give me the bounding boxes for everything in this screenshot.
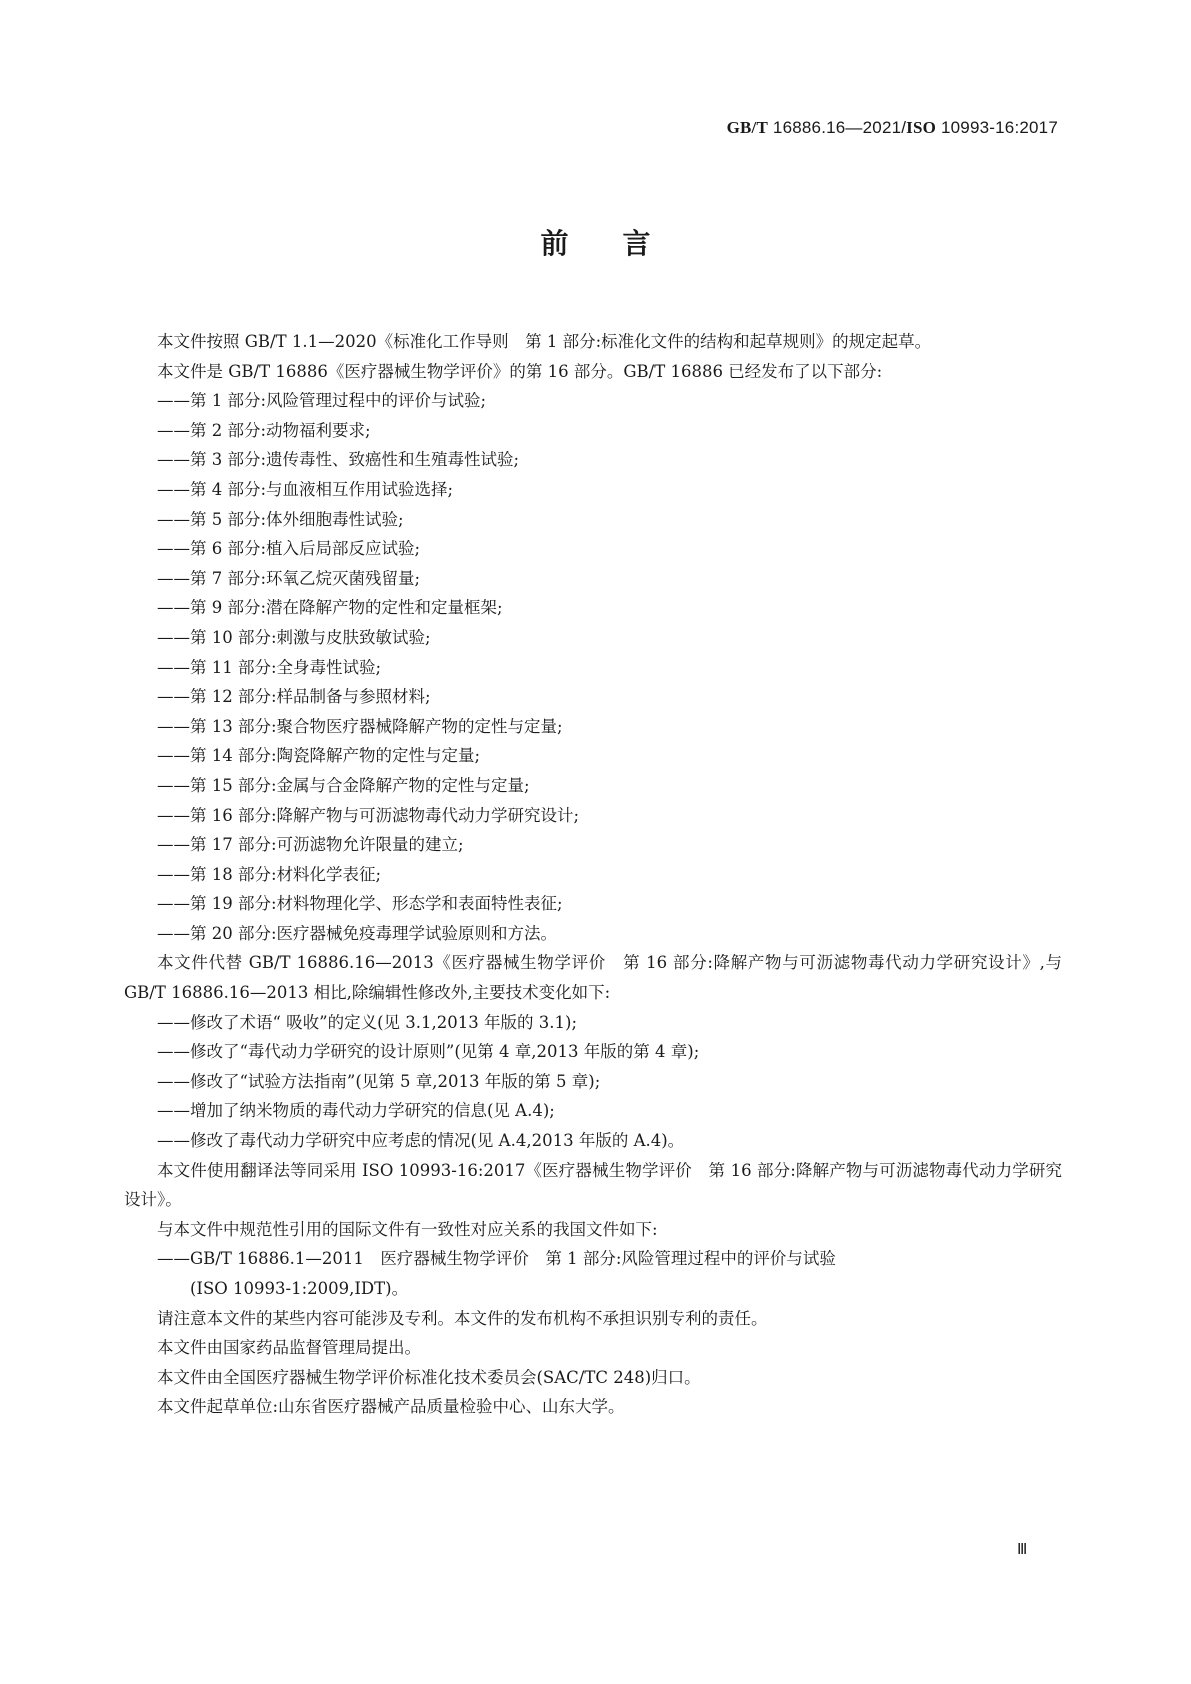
list-item: ——增加了纳米物质的毒代动力学研究的信息(见 A.4);: [157, 1101, 555, 1121]
paragraph-patent-notice: 请注意本文件的某些内容可能涉及专利。本文件的发布机构不承担识别专利的责任。: [157, 1308, 768, 1328]
list-item: ——修改了术语“ 吸收”的定义(见 3.1,2013 年版的 3.1);: [157, 1012, 578, 1032]
list-item: ——第 3 部分:遗传毒性、致癌性和生殖毒性试验;: [157, 450, 520, 470]
std-prefix: GB/T: [726, 118, 768, 137]
reference-line-1: ——GB/T 16886.1—2011 医疗器械生物学评价 第 1 部分:风险管理过程中的评价与试验: [157, 1249, 836, 1269]
std-number: 16886.16—2021/: [768, 118, 907, 137]
list-item: ——第 7 部分:环氧乙烷灭菌残留量;: [157, 568, 421, 588]
list-item: ——第 12 部分:样品制备与参照材料;: [157, 687, 431, 707]
paragraph-replaces: 本文件代替 GB/T 16886.16—2013《医疗器械生物学评价 第 16 部分:降解产物与可沥滤物毒代动力学研究设计》,与 GB/T 16886.16—2013 相比,除编辑性修改外,主要技术变化如下:: [124, 953, 1062, 1003]
iso-prefix: ISO: [906, 118, 937, 137]
list-item: ——第 1 部分:风险管理过程中的评价与试验;: [157, 391, 487, 411]
page-number: Ⅲ: [1017, 1542, 1028, 1558]
list-item: ——修改了“试验方法指南”(见第 5 章,2013 年版的第 5 章);: [157, 1071, 601, 1091]
list-item: ——第 16 部分:降解产物与可沥滤物毒代动力学研究设计;: [157, 805, 580, 825]
paragraph-drafting-units: 本文件起草单位:山东省医疗器械产品质量检验中心、山东大学。: [157, 1397, 625, 1417]
list-item: ——第 17 部分:可沥滤物允许限量的建立;: [157, 835, 464, 855]
parts-list: [124, 386, 1062, 948]
document-body: [124, 327, 1062, 1422]
paragraph-series-intro: 本文件是 GB/T 16886《医疗器械生物学评价》的第 16 部分。GB/T 16886 已经发布了以下部分:: [157, 361, 883, 381]
list-item: ——第 13 部分:聚合物医疗器械降解产物的定性与定量;: [157, 716, 563, 736]
list-item: ——第 15 部分:金属与合金降解产物的定性与定量;: [157, 775, 530, 795]
standard-code-header: [727, 118, 1058, 138]
list-item: ——第 19 部分:材料物理化学、形态学和表面特性表征;: [157, 894, 563, 914]
list-item: ——第 2 部分:动物福利要求;: [157, 420, 371, 440]
iso-number: 10993-16:2017: [936, 118, 1058, 137]
list-item: ——第 10 部分:刺激与皮肤致敏试验;: [157, 627, 431, 647]
list-item: ——第 9 部分:潜在降解产物的定性和定量框架;: [157, 598, 503, 618]
list-item: ——第 4 部分:与血液相互作用试验选择;: [157, 479, 454, 499]
list-item: ——第 5 部分:体外细胞毒性试验;: [157, 509, 404, 529]
paragraph-proposed-by: 本文件由国家药品监督管理局提出。: [157, 1338, 421, 1358]
list-item: ——修改了“毒代动力学研究的设计原则”(见第 4 章,2013 年版的第 4 章);: [157, 1042, 700, 1062]
list-item: ——第 11 部分:全身毒性试验;: [157, 657, 382, 677]
paragraph-references-intro: 与本文件中规范性引用的国际文件有一致性对应关系的我国文件如下:: [157, 1219, 658, 1239]
list-item: ——第 18 部分:材料化学表征;: [157, 864, 382, 884]
changes-list: [124, 1008, 1062, 1156]
paragraph-technical-committee: 本文件由全国医疗器械生物学评价标准化技术委员会(SAC/TC 248)归口。: [157, 1367, 701, 1387]
paragraph-drafting-rules: 本文件按照 GB/T 1.1—2020《标准化工作导则 第 1 部分:标准化文件的结构和起草规则》的规定起草。: [157, 332, 932, 351]
list-item: ——修改了毒代动力学研究中应考虑的情况(见 A.4,2013 年版的 A.4)。: [157, 1131, 685, 1151]
list-item: ——第 14 部分:陶瓷降解产物的定性与定量;: [157, 746, 481, 766]
reference-line-2: (ISO 10993-1:2009,IDT)。: [190, 1279, 409, 1298]
list-item: ——第 20 部分:医疗器械免疫毒理学试验原则和方法。: [157, 923, 558, 943]
page-title: 前言: [540, 227, 705, 260]
paragraph-adoption: 本文件使用翻译法等同采用 ISO 10993-16:2017《医疗器械生物学评价 第 16 部分:降解产物与可沥滤物毒代动力学研究设计》。: [124, 1160, 1062, 1210]
reference-item: [124, 1244, 1062, 1303]
list-item: ——第 6 部分:植入后局部反应试验;: [157, 539, 421, 559]
